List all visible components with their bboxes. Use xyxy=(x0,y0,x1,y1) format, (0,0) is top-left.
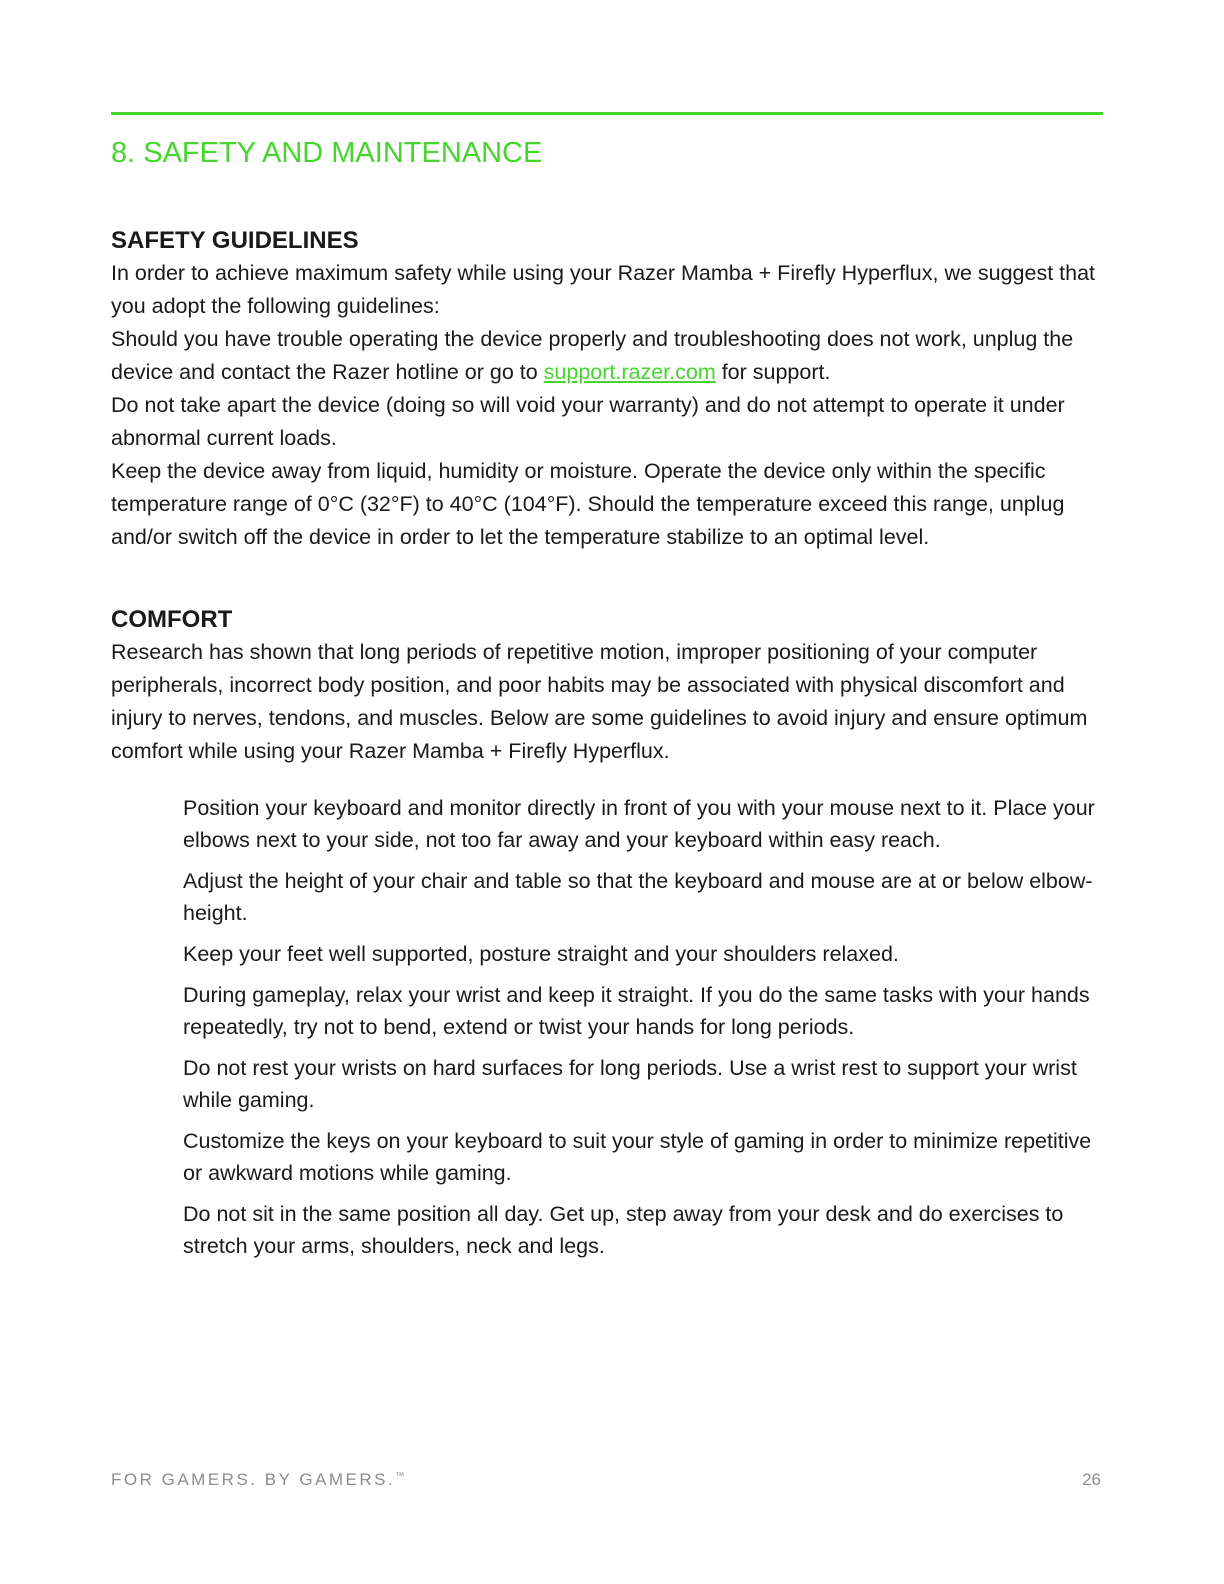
comfort-intro-paragraph: Research has shown that long periods of repetitive motion, improper positioning of your computer peripherals, incorrect body position, and poor habits may be associated with physical discomfort and injury to nerves, tendons, and muscles. Below are some guidelines to avoid injury and ensure optimum comfort while using your Razer Mamba + Firefly Hyperflux. xyxy=(111,640,1088,763)
safety-intro-paragraph: In order to achieve maximum safety while using your Razer Mamba + Firefly Hyperflux, we suggest that you adopt the following guidelines: xyxy=(111,261,1096,318)
warranty-paragraph: Do not take apart the device (doing so will void your warranty) and do not attempt to operate it under abnormal current loads. xyxy=(111,393,1065,450)
footer-tagline: FOR GAMERS. BY GAMERS. xyxy=(111,1470,396,1489)
list-item: Position your keyboard and monitor directly in front of you with your mouse next to it. Place your elbows next to your side, not too far away and your keyboard within easy reach. xyxy=(183,796,1095,852)
support-paragraph xyxy=(111,323,1103,389)
comfort-guidelines-list xyxy=(111,792,1103,1262)
comfort-heading: COMFORT xyxy=(111,606,233,633)
chapter-divider xyxy=(111,112,1103,115)
list-item: During gameplay, relax your wrist and keep it straight. If you do the same tasks with your hands repeatedly, try not to bend, extend or twist your hands for long periods. xyxy=(183,983,1090,1039)
manual-page xyxy=(111,112,1103,1271)
list-item: Keep your feet well supported, posture straight and your shoulders relaxed. xyxy=(183,942,899,966)
temperature-paragraph: Keep the device away from liquid, humidity or moisture. Operate the device only within the specific temperature range of 0°C (32°F) to 40°C (104°F). Should the temperature exceed this range, unplug and/or switch off the device in order to let the temperature stabilize to an optimal level. xyxy=(111,459,1065,549)
page-number: 26 xyxy=(1082,1470,1101,1489)
chapter-title: 8. SAFETY AND MAINTENANCE xyxy=(111,137,543,169)
page-footer xyxy=(111,1470,1103,1490)
list-item: Customize the keys on your keyboard to suit your style of gaming in order to minimize repetitive or awkward motions while gaming. xyxy=(183,1129,1092,1185)
support-link[interactable]: support.razer.com xyxy=(543,360,716,384)
support-text-before: Should you have trouble operating the device properly and troubleshooting does not work, unplug the device and contact the Razer hotline or go to xyxy=(111,327,1074,384)
support-text-after: for support. xyxy=(715,360,831,384)
list-item: Do not sit in the same position all day. Get up, step away from your desk and do exercises to stretch your arms, shoulders, neck and legs. xyxy=(183,1202,1064,1258)
trademark-symbol: ™ xyxy=(395,1470,405,1481)
list-item: Do not rest your wrists on hard surfaces for long periods. Use a wrist rest to support your wrist while gaming. xyxy=(183,1056,1077,1112)
list-item: Adjust the height of your chair and table so that the keyboard and mouse are at or below elbow-height. xyxy=(183,869,1093,925)
safety-guidelines-heading: SAFETY GUIDELINES xyxy=(111,227,359,254)
